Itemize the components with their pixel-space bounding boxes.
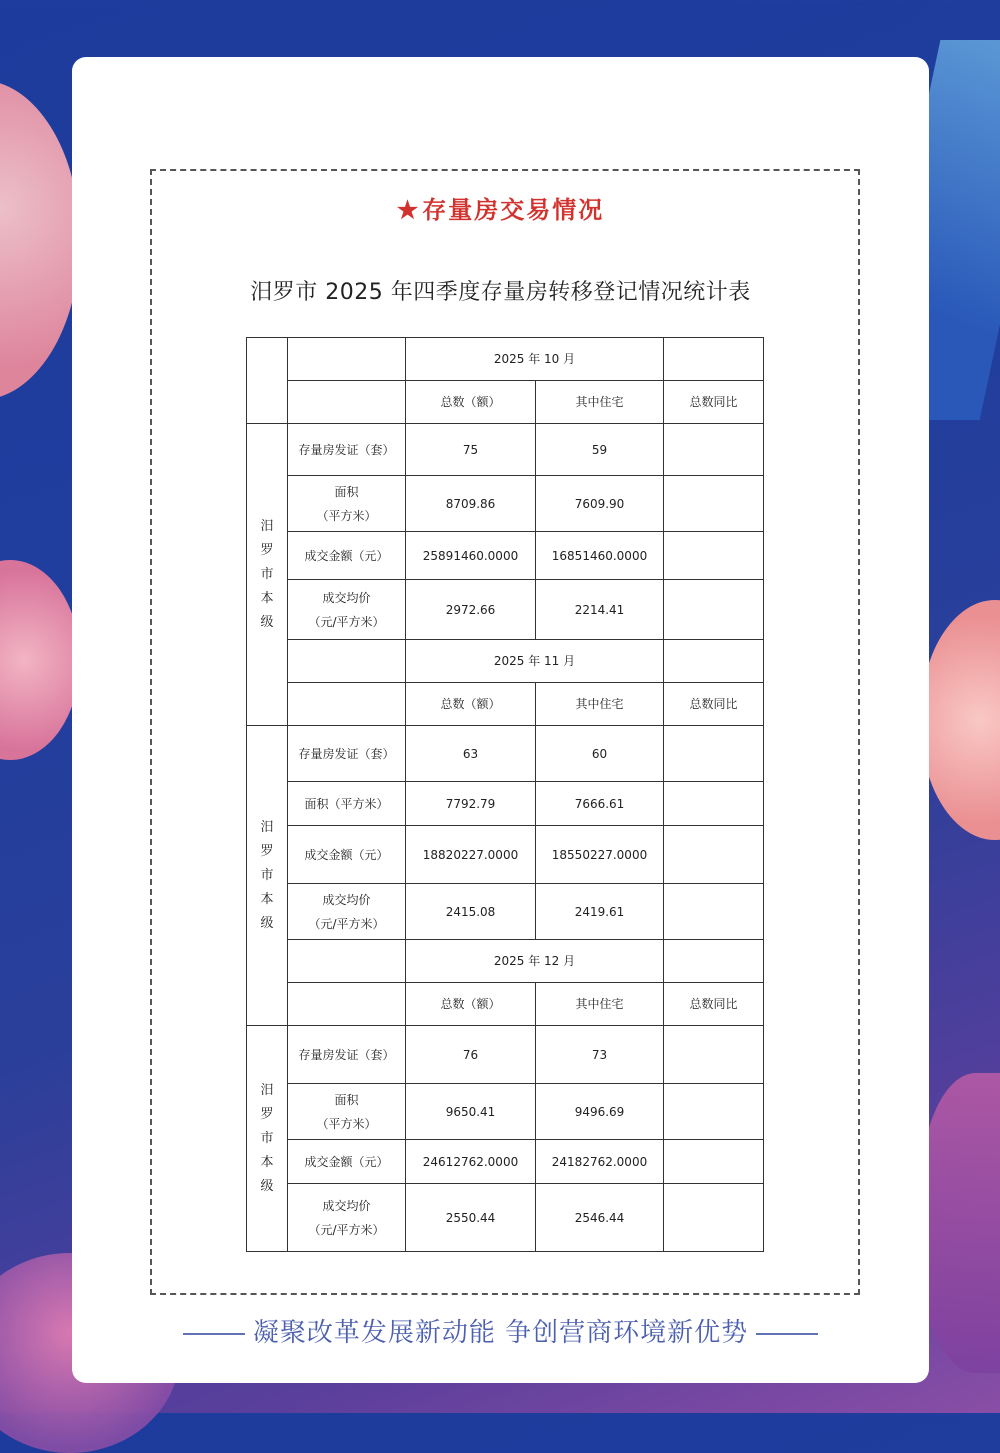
row-label: 成交金额（元） [288,1140,406,1184]
column-header: 其中住宅 [536,683,664,726]
yoy-cell [664,1184,764,1252]
residential-cell: 73 [536,1026,664,1084]
column-header: 总数（额） [406,983,536,1026]
region-char: 级 [260,915,274,931]
month-header: 2025 年 11 月 [406,640,664,683]
region-char: 罗 [260,542,274,558]
section-title [72,190,929,225]
blank-cell [288,640,406,683]
star-icon: ★ [396,195,421,224]
yoy-cell [664,1084,764,1140]
region-char: 级 [260,614,274,630]
yoy-cell [664,476,764,532]
residential-cell: 2419.61 [536,884,664,940]
region-label [247,1026,288,1252]
row-label: 成交金额（元） [288,532,406,580]
total-cell: 8709.86 [406,476,536,532]
yoy-cell [664,1026,764,1084]
blank-cell [288,683,406,726]
slogan-text: 凝聚改革发展新动能 争创营商环境新优势 [252,1318,749,1348]
month-header: 2025 年 12 月 [406,940,664,983]
column-header: 总数（额） [406,683,536,726]
total-cell: 24612762.0000 [406,1140,536,1184]
region-char: 罗 [260,843,274,859]
corner-cell [247,338,288,424]
yoy-cell [664,884,764,940]
table-row [247,782,764,826]
total-cell: 9650.41 [406,1084,536,1140]
row-label: 面积（平方米） [288,782,406,826]
residential-cell: 2546.44 [536,1184,664,1252]
row-label: 面积 （平方米） [288,1084,406,1140]
statistics-table [246,337,764,1252]
total-cell: 7792.79 [406,782,536,826]
column-header: 总数同比 [664,683,764,726]
residential-cell: 7609.90 [536,476,664,532]
blank-cell [288,983,406,1026]
blank-cell [288,381,406,424]
region-char: 罗 [260,1106,274,1122]
yoy-cell [664,1140,764,1184]
region-char: 市 [260,1130,274,1146]
document-card [72,57,929,1383]
region-char: 汨 [260,1082,274,1098]
residential-cell: 16851460.0000 [536,532,664,580]
table-row [247,1026,764,1084]
yoy-cell [664,532,764,580]
table-row [247,424,764,476]
blank-cell [288,940,406,983]
decor-shape [920,600,1000,840]
blank-cell [664,338,764,381]
decor-shape [0,560,80,760]
slogan-line-left [183,1333,245,1335]
table-row [247,1084,764,1140]
table-row [247,580,764,640]
decor-shape [0,80,80,400]
total-cell: 76 [406,1026,536,1084]
region-char: 本 [260,1154,274,1170]
total-cell: 18820227.0000 [406,826,536,884]
slogan [72,1312,929,1349]
row-label: 成交均价 （元/平方米） [288,1184,406,1252]
row-label: 存量房发证（套） [288,424,406,476]
row-label: 存量房发证（套） [288,726,406,782]
residential-cell: 7666.61 [536,782,664,826]
total-cell: 25891460.0000 [406,532,536,580]
region-char: 汨 [260,819,274,835]
region-label [247,726,288,1026]
column-header: 其中住宅 [536,381,664,424]
column-header: 其中住宅 [536,983,664,1026]
region-char: 本 [260,590,274,606]
blank-cell [288,338,406,381]
total-cell: 2550.44 [406,1184,536,1252]
region-char: 级 [260,1178,274,1194]
blank-cell [664,940,764,983]
region-char: 市 [260,566,274,582]
total-cell: 2972.66 [406,580,536,640]
yoy-cell [664,424,764,476]
column-header: 总数（额） [406,381,536,424]
column-header: 总数同比 [664,983,764,1026]
table-row [247,826,764,884]
table-row [247,476,764,532]
blank-cell [664,640,764,683]
residential-cell: 9496.69 [536,1084,664,1140]
decor-shape [920,1073,1000,1373]
region-label [247,424,288,726]
region-char: 本 [260,891,274,907]
document-title: 汨罗市 2025 年四季度存量房转移登记情况统计表 [250,280,751,305]
residential-cell: 2214.41 [536,580,664,640]
table-row [247,884,764,940]
row-label: 成交均价 （元/平方米） [288,580,406,640]
region-char: 市 [260,867,274,883]
row-label: 成交均价 （元/平方米） [288,884,406,940]
column-header: 总数同比 [664,381,764,424]
residential-cell: 24182762.0000 [536,1140,664,1184]
month-header: 2025 年 10 月 [406,338,664,381]
total-cell: 75 [406,424,536,476]
region-char: 汨 [260,518,274,534]
row-label: 存量房发证（套） [288,1026,406,1084]
table-row [247,1140,764,1184]
yoy-cell [664,580,764,640]
residential-cell: 59 [536,424,664,476]
yoy-cell [664,782,764,826]
slogan-line-right [756,1333,818,1335]
table-row [247,726,764,782]
yoy-cell [664,726,764,782]
row-label: 面积 （平方米） [288,476,406,532]
table-row [247,532,764,580]
row-label: 成交金额（元） [288,826,406,884]
table-row [247,1184,764,1252]
section-title-text: 存量房交易情况 [422,195,605,224]
residential-cell: 18550227.0000 [536,826,664,884]
residential-cell: 60 [536,726,664,782]
total-cell: 2415.08 [406,884,536,940]
total-cell: 63 [406,726,536,782]
yoy-cell [664,826,764,884]
